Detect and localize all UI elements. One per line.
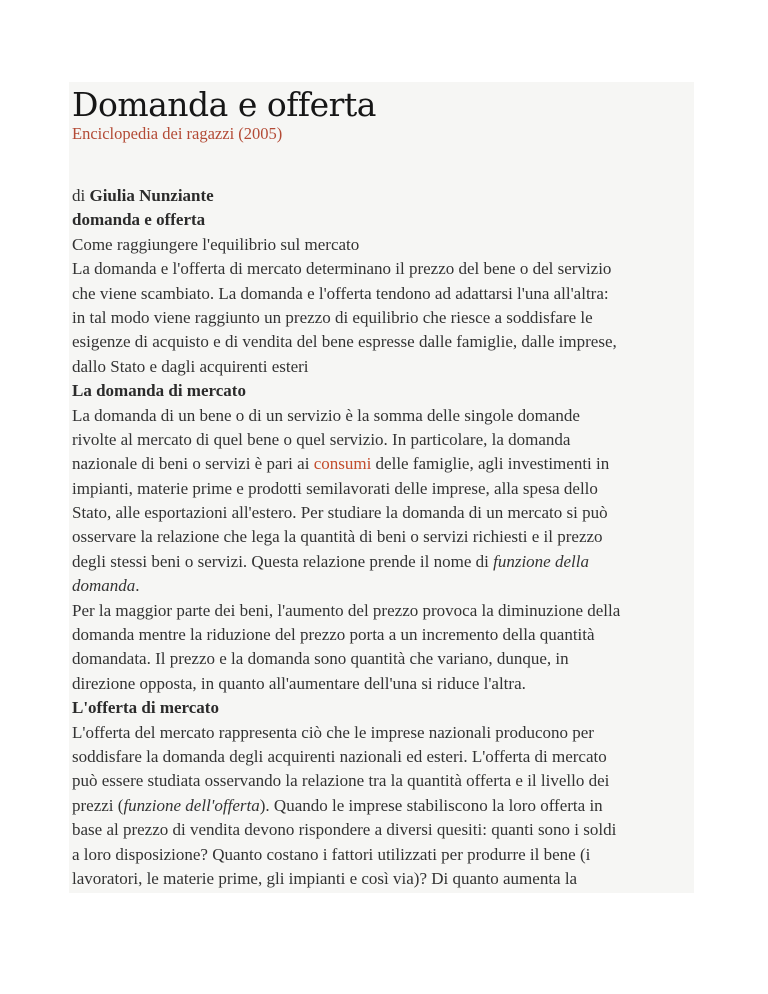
article-line <box>72 355 694 379</box>
article-line <box>72 794 694 818</box>
article-line <box>72 428 694 452</box>
article-line <box>72 721 694 745</box>
article-body <box>72 184 694 891</box>
text-run: a loro disposizione? Quanto costano i fattori utilizzati per produrre il bene (i <box>72 844 591 864</box>
article-line <box>72 867 694 891</box>
article-title: Domanda e offerta <box>72 85 376 124</box>
text-run: lavoratori, le materie prime, gli impianti e così via)? Di quanto aumenta la <box>72 868 578 888</box>
article-line <box>72 330 694 354</box>
text-run: direzione opposta, in quanto all'aumentare dell'una si riduce l'altra. <box>72 673 526 693</box>
article-line <box>72 379 694 403</box>
article-line <box>72 501 694 525</box>
article-line <box>72 550 694 574</box>
article-card <box>69 82 694 893</box>
text-run: prezzi ( <box>72 795 124 815</box>
text-run: Per la maggior parte dei beni, l'aumento del prezzo provoca la diminuzione della <box>72 600 621 620</box>
article-line <box>72 257 694 281</box>
text-run: L'offerta del mercato rappresenta ciò che le imprese nazionali producono per <box>72 722 594 742</box>
italic-text: funzione della <box>493 551 589 571</box>
article-line <box>72 574 694 598</box>
text-run: Stato, alle esportazioni all'estero. Per studiare la domanda di un mercato si può <box>72 503 608 523</box>
article-line <box>72 233 694 257</box>
italic-text: funzione dell'offerta <box>123 795 260 815</box>
bold-text: domanda e offerta <box>72 210 206 230</box>
text-run: in tal modo viene raggiunto un prezzo di equilibrio che riesce a soddisfare le <box>72 307 593 327</box>
article-line <box>72 306 694 330</box>
article-line <box>72 843 694 867</box>
article-line <box>72 184 694 208</box>
article-line <box>72 404 694 428</box>
article-line <box>72 208 694 232</box>
text-run: domanda mentre la riduzione del prezzo porta a un incremento della quantità <box>72 625 595 645</box>
text-run: che viene scambiato. La domanda e l'offerta tendono ad adattarsi l'una all'altra: <box>72 283 609 303</box>
article-line <box>72 599 694 623</box>
article-line <box>72 769 694 793</box>
bold-text: Giulia Nunziante <box>89 186 214 205</box>
article-source: Enciclopedia dei ragazzi (2005) <box>72 124 283 143</box>
article-line <box>72 452 694 476</box>
article-line <box>72 745 694 769</box>
text-run: ). Quando le imprese stabiliscono la loro offerta in <box>259 795 603 815</box>
text-run: soddisfare la domanda degli acquirenti nazionali ed esteri. L'offerta di mercato <box>72 746 607 766</box>
text-run: può essere studiata osservando la relazione tra la quantità offerta e il livello dei <box>72 771 610 791</box>
text-run: La domanda e l'offerta di mercato determinano il prezzo del bene o del servizio <box>72 259 612 279</box>
text-run: . <box>135 576 140 596</box>
article-line <box>72 525 694 549</box>
article-line <box>72 672 694 696</box>
text-run: osservare la relazione che lega la quantità di beni o servizi richiesti e il prezzo <box>72 527 603 547</box>
text-run: domandata. Il prezzo e la domanda sono quantità che variano, dunque, in <box>72 649 569 669</box>
text-run: degli stessi beni o servizi. Questa relazione prende il nome di <box>72 551 494 571</box>
bold-text: L'offerta di mercato <box>72 698 219 718</box>
article-line <box>72 696 694 720</box>
italic-text: domanda <box>72 576 136 596</box>
article-line <box>72 282 694 306</box>
text-run: di <box>72 186 90 205</box>
text-run: delle famiglie, agli investimenti in <box>371 454 610 474</box>
text-run: La domanda di un bene o di un servizio è la somma delle singole domande <box>72 405 580 425</box>
article-line <box>72 647 694 671</box>
text-run: esigenze di acquisto e di vendita del bene espresse dalle famiglie, dalle imprese, <box>72 332 617 352</box>
text-run: impianti, materie prime e prodotti semilavorati delle imprese, alla spesa dello <box>72 478 598 498</box>
article-line <box>72 623 694 647</box>
text-run: rivolte al mercato di quel bene o quel servizio. In particolare, la domanda <box>72 429 571 449</box>
article-line <box>72 477 694 501</box>
text-run: base al prezzo di vendita devono rispondere a diversi quesiti: quanti sono i soldi <box>72 820 617 840</box>
article-line <box>72 818 694 842</box>
text-run: dallo Stato e dagli acquirenti esteri <box>72 356 309 376</box>
consumi-link[interactable]: consumi <box>313 454 372 474</box>
bold-text: La domanda di mercato <box>72 381 246 401</box>
text-run: Come raggiungere l'equilibrio sul mercato <box>72 234 360 254</box>
text-run: nazionale di beni o servizi è pari ai <box>72 454 314 474</box>
